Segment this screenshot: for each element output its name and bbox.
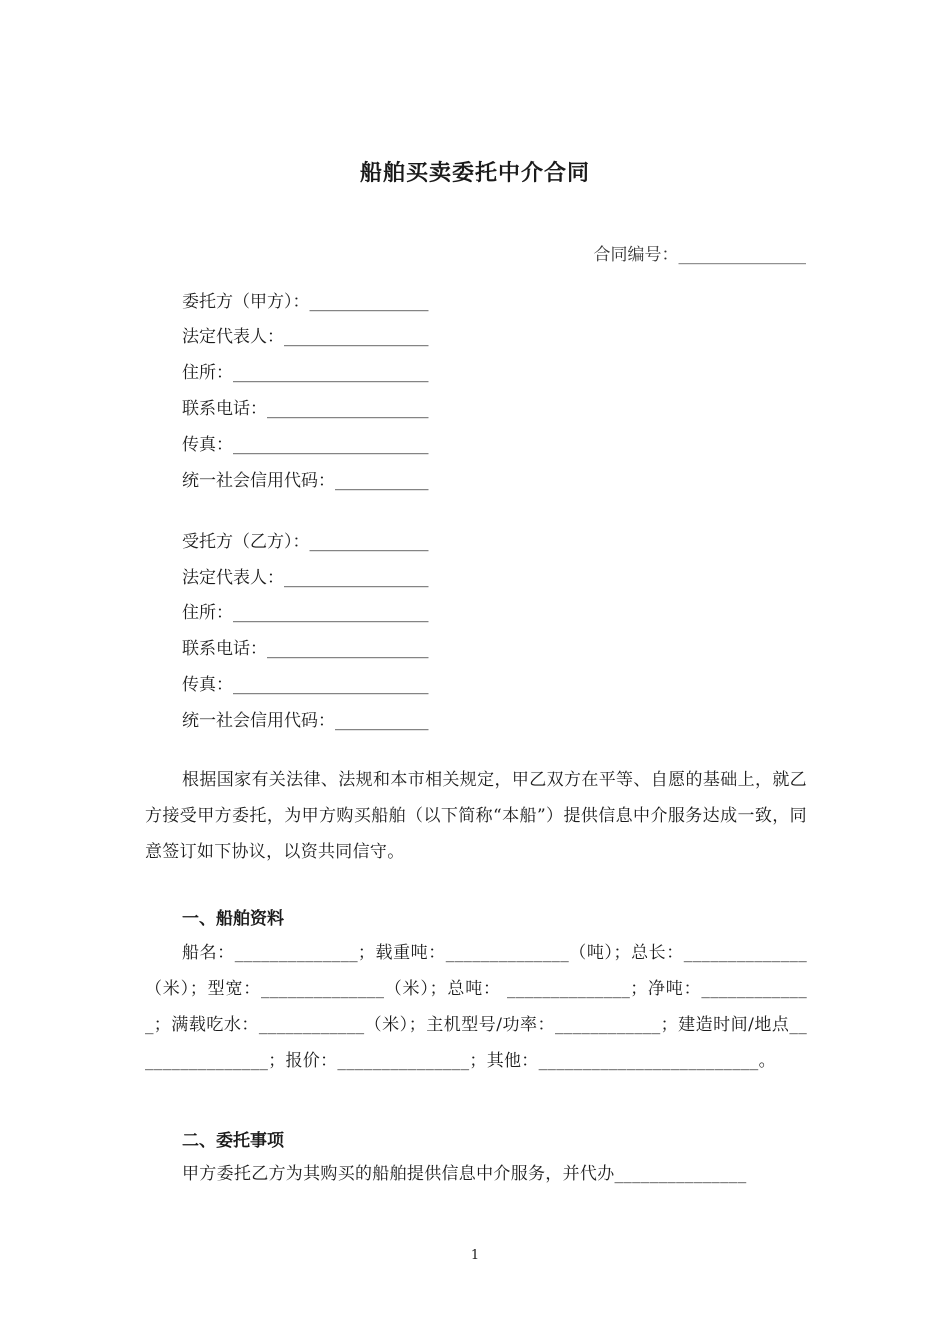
section1-body: 船名：______________；载重吨：______________（吨）；总长：______________（米）；型宽：______________（米）；总吨： ______________；净吨：_____________；满载吃水：____________（米）；主机型号/功率：____________；建造时间/地点________________；报价：_______________；其他：_________________________。 <box>145 943 807 1071</box>
client-credit-code-field: 统一社会信用代码：___________ <box>182 471 429 491</box>
client-name-field: 委托方（甲方）：______________ <box>182 292 429 312</box>
client-fax-field: 传真：_______________________ <box>182 435 429 455</box>
section2-body: 甲方委托乙方为其购买的船舶提供信息中介服务，并代办_______________ <box>182 1164 747 1184</box>
client-phone-field: 联系电话：___________________ <box>182 399 429 419</box>
contract-number-field: 合同编号：_______________ <box>593 245 806 265</box>
agent-address-field: 住所：_______________________ <box>182 603 429 623</box>
client-address-field: 住所：_______________________ <box>182 363 429 383</box>
document-title: 船舶买卖委托中介合同 <box>359 160 590 186</box>
page-number: 1 <box>470 1248 480 1263</box>
section1-heading: 一、船舶资料 <box>182 909 284 929</box>
agent-name-field: 受托方（乙方）：______________ <box>182 532 429 552</box>
agent-fax-field: 传真：_______________________ <box>182 675 429 695</box>
agent-credit-code-field: 统一社会信用代码：___________ <box>182 711 429 731</box>
agent-phone-field: 联系电话：___________________ <box>182 639 429 659</box>
intro-paragraph: 根据国家有关法律、法规和本市相关规定，甲乙双方在平等、自愿的基础上，就乙方接受甲方委托，为甲方购买船舶（以下简称“本船”）提供信息中介服务达成一致，同意签订如下协议，以资共同信守。 <box>145 770 807 862</box>
section2-heading: 二、委托事项 <box>182 1131 284 1151</box>
agent-rep-field: 法定代表人：_________________ <box>182 568 429 588</box>
client-rep-field: 法定代表人：_________________ <box>182 327 429 347</box>
